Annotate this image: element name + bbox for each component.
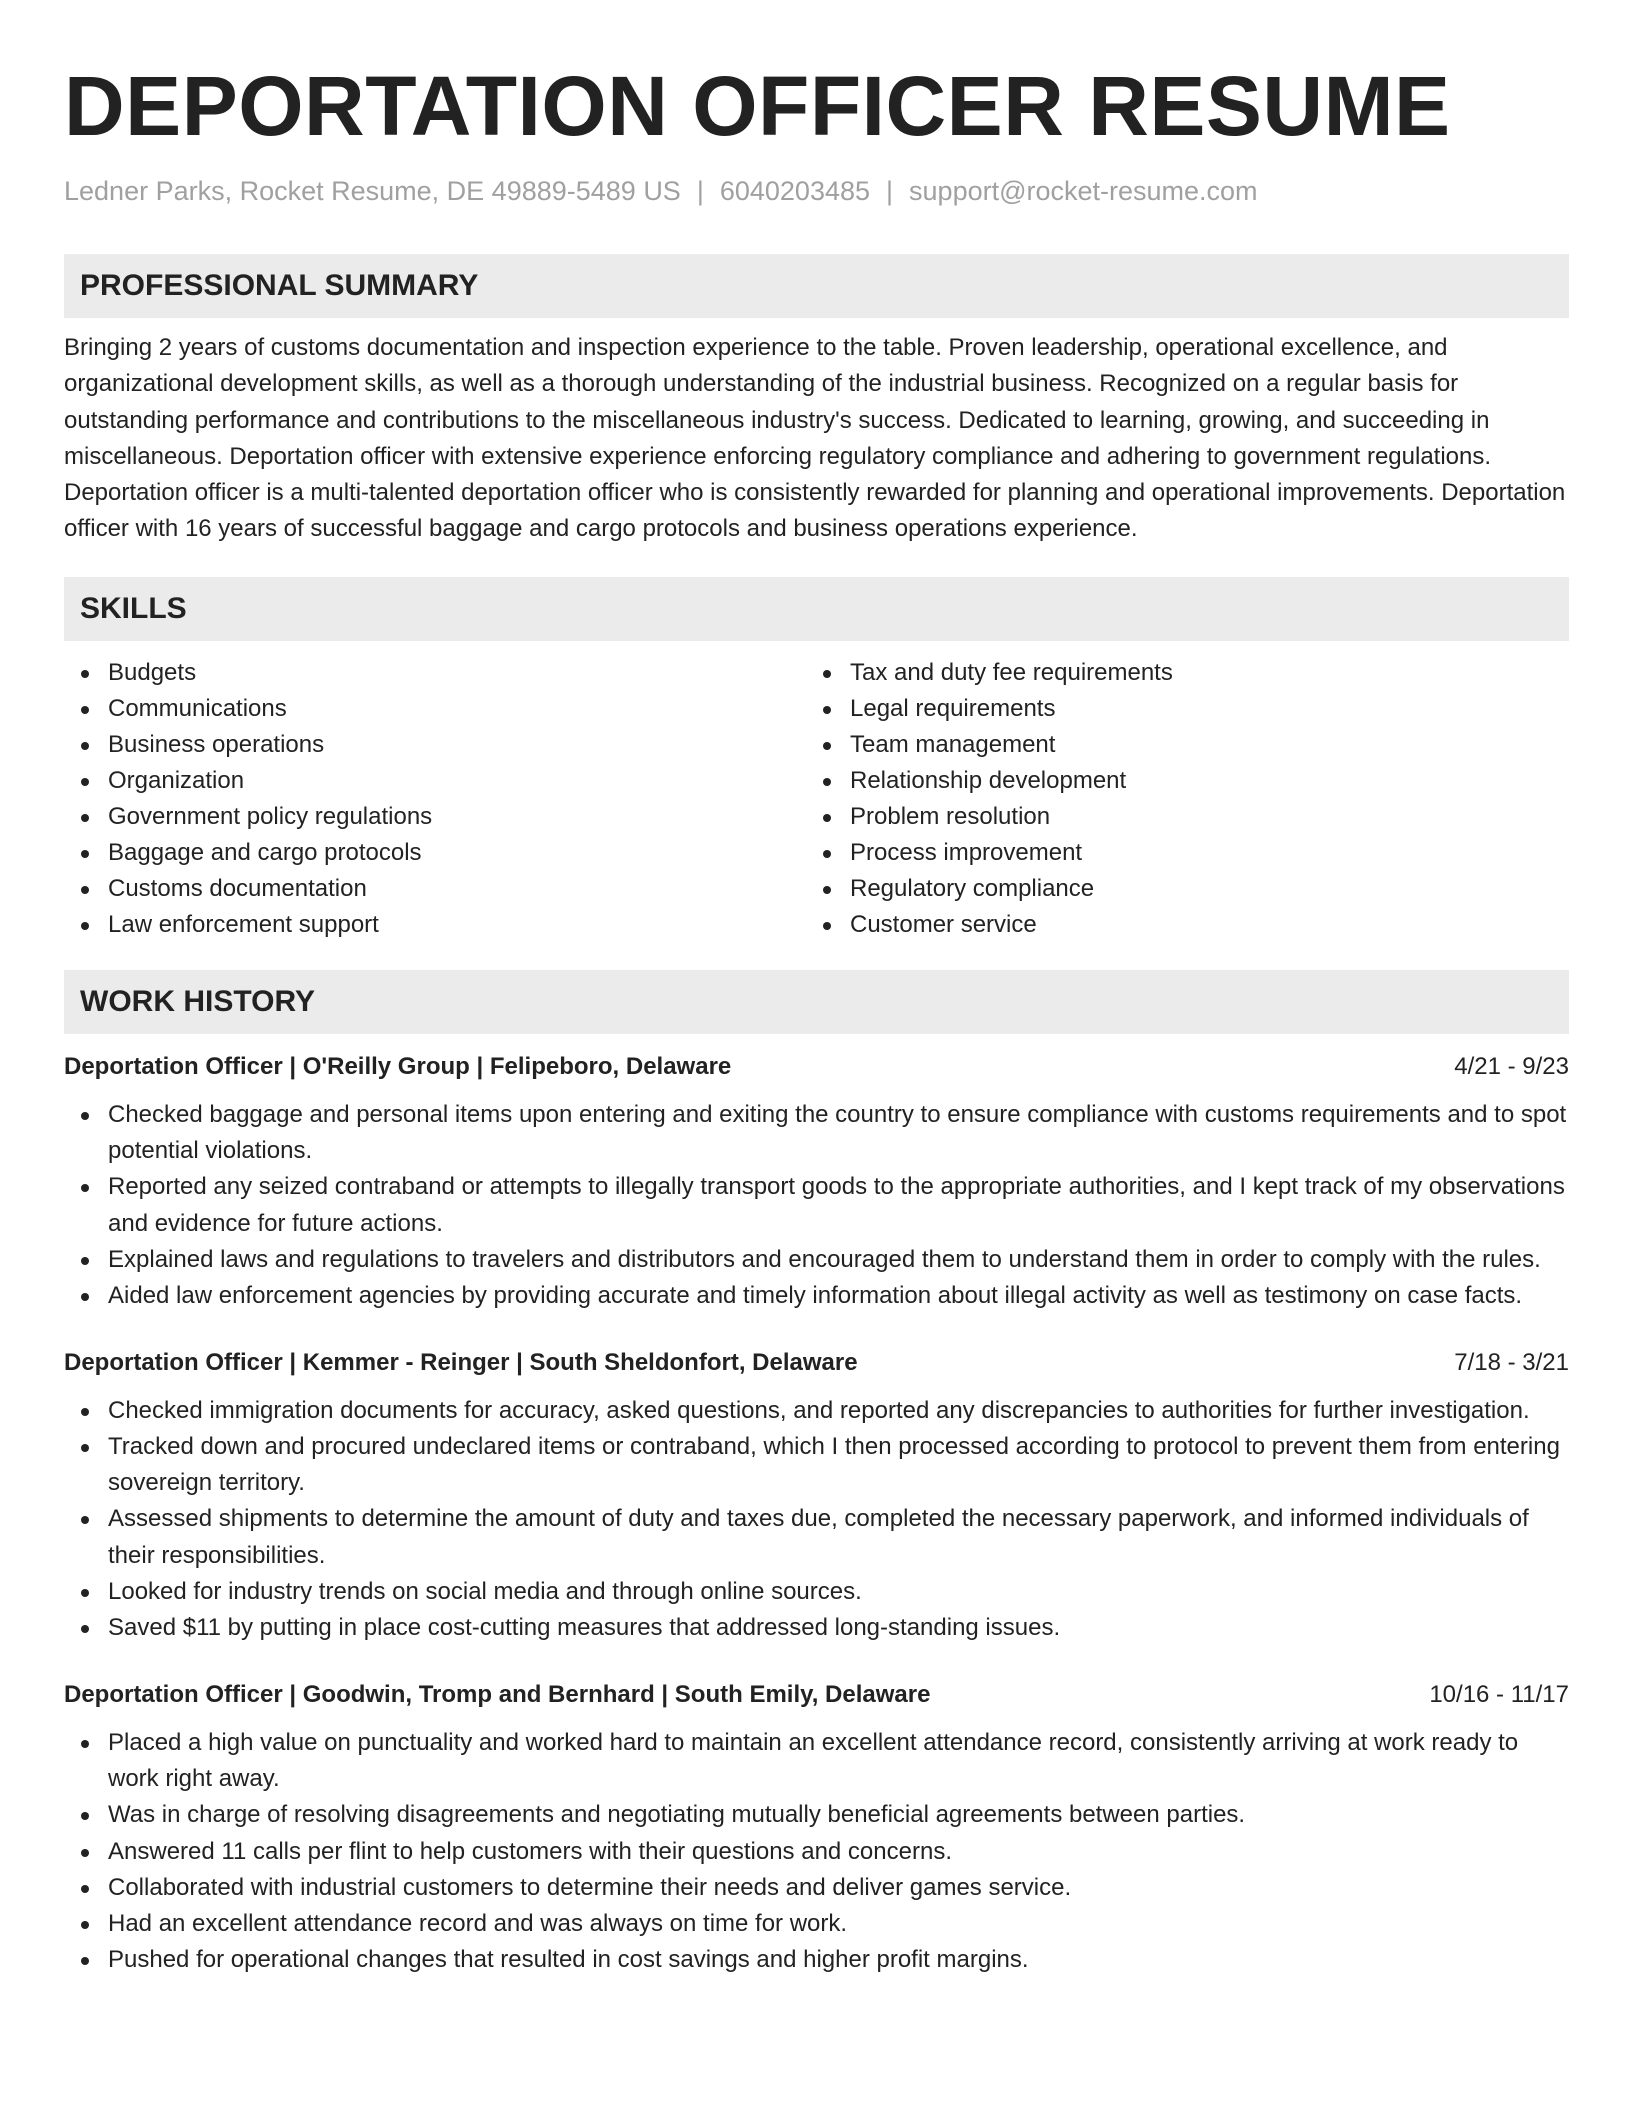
contact-line — [64, 174, 1569, 208]
contact-separator: | — [696, 176, 704, 206]
duty-item: Placed a high value on punctuality and worked hard to maintain an excellent attendance record, consistently arriving at work ready to work right away. — [64, 1725, 1569, 1798]
contact-separator: | — [886, 176, 894, 206]
job-dates: 7/18 - 3/21 — [1454, 1348, 1569, 1376]
resume-title: DEPORTATION OFFICER RESUME — [64, 59, 1451, 153]
skill-item: Organization — [64, 763, 806, 799]
skill-item: Communications — [64, 691, 806, 727]
skill-item: Team management — [806, 727, 1548, 763]
contact-phone: 6040203485 — [719, 176, 871, 206]
duty-item: Collaborated with industrial customers to determine their needs and deliver games service. — [64, 1870, 1569, 1906]
job-header — [64, 1050, 1569, 1084]
skill-item: Business operations — [64, 727, 806, 763]
contact-address: Ledner Parks, Rocket Resume, DE 49889-5489 US — [64, 176, 681, 206]
duty-item: Answered 11 calls per flint to help customers with their questions and concerns. — [64, 1834, 1569, 1870]
skills-grid — [64, 655, 1569, 943]
job-header — [64, 1346, 1569, 1380]
work-history-section-header: WORK HISTORY — [64, 970, 1569, 1034]
job-duties — [64, 1393, 1569, 1647]
contact-email: support@rocket-resume.com — [909, 176, 1258, 206]
job-title: Deportation Officer | Kemmer - Reinger | South Sheldonfort, Delaware — [64, 1348, 858, 1376]
skills-section-header: SKILLS — [64, 577, 1569, 641]
summary-text: Bringing 2 years of customs documentation and inspection experience to the table. Proven leadership, operational excellence, and organizational development skills, as well as a thorough understanding of the industrial business. Recognized on a regular basis for outstanding performance and contributions to the miscellaneous industry's success. Dedicated to learning, growing, and succeeding in miscellaneous. Deportation officer with extensive experience enforcing regulatory compliance and adhering to government regulations. Deportation officer is a multi-talented deportation officer who is consistently rewarded for planning and operational improvements. Deportation officer with 16 years of successful baggage and cargo protocols and business operations experience. — [64, 334, 1566, 543]
skill-item: Tax and duty fee requirements — [806, 655, 1548, 691]
skill-item: Customer service — [806, 907, 1548, 943]
skill-item: Law enforcement support — [64, 907, 806, 943]
skill-item: Budgets — [64, 655, 806, 691]
skill-item: Government policy regulations — [64, 799, 806, 835]
duty-item: Checked immigration documents for accuracy, asked questions, and reported any discrepancies to authorities for further investigation. — [64, 1393, 1569, 1429]
duty-item: Explained laws and regulations to travelers and distributors and encouraged them to understand them in order to comply with the rules. — [64, 1242, 1569, 1278]
job-title: Deportation Officer | Goodwin, Tromp and Bernhard | South Emily, Delaware — [64, 1680, 931, 1708]
job-entry — [64, 1050, 1569, 1315]
duty-item: Was in charge of resolving disagreements and negotiating mutually beneficial agreements between parties. — [64, 1797, 1569, 1833]
job-header — [64, 1678, 1569, 1712]
skills-list-right — [806, 655, 1548, 943]
duty-item: Reported any seized contraband or attempts to illegally transport goods to the appropriate authorities, and I kept track of my observations and evidence for future actions. — [64, 1169, 1569, 1242]
duty-item: Aided law enforcement agencies by providing accurate and timely information about illegal activity as well as testimony on case facts. — [64, 1278, 1569, 1314]
skill-item: Process improvement — [806, 835, 1548, 871]
skills-list-left — [64, 655, 806, 943]
skill-item: Customs documentation — [64, 871, 806, 907]
duty-item: Checked baggage and personal items upon entering and exiting the country to ensure compliance with customs requirements and to spot potential violations. — [64, 1097, 1569, 1170]
skill-item: Baggage and cargo protocols — [64, 835, 806, 871]
duty-item: Had an excellent attendance record and was always on time for work. — [64, 1906, 1569, 1942]
duty-item: Pushed for operational changes that resulted in cost savings and higher profit margins. — [64, 1942, 1569, 1978]
summary-section-header: PROFESSIONAL SUMMARY — [64, 254, 1569, 318]
job-duties — [64, 1725, 1569, 1979]
skill-item: Problem resolution — [806, 799, 1548, 835]
job-title: Deportation Officer | O'Reilly Group | Felipeboro, Delaware — [64, 1052, 732, 1080]
duty-item: Assessed shipments to determine the amount of duty and taxes due, completed the necessary paperwork, and informed individuals of their responsibilities. — [64, 1501, 1569, 1574]
job-entry — [64, 1678, 1569, 1979]
duty-item: Tracked down and procured undeclared items or contraband, which I then processed according to protocol to prevent them from entering sovereign territory. — [64, 1429, 1569, 1502]
skill-item: Relationship development — [806, 763, 1548, 799]
skill-item: Regulatory compliance — [806, 871, 1548, 907]
job-dates: 4/21 - 9/23 — [1454, 1052, 1569, 1080]
job-duties — [64, 1097, 1569, 1315]
duty-item: Saved $11 by putting in place cost-cutting measures that addressed long-standing issues. — [64, 1610, 1569, 1646]
duty-item: Looked for industry trends on social media and through online sources. — [64, 1574, 1569, 1610]
job-entry — [64, 1346, 1569, 1647]
skill-item: Legal requirements — [806, 691, 1548, 727]
job-dates: 10/16 - 11/17 — [1429, 1680, 1569, 1708]
